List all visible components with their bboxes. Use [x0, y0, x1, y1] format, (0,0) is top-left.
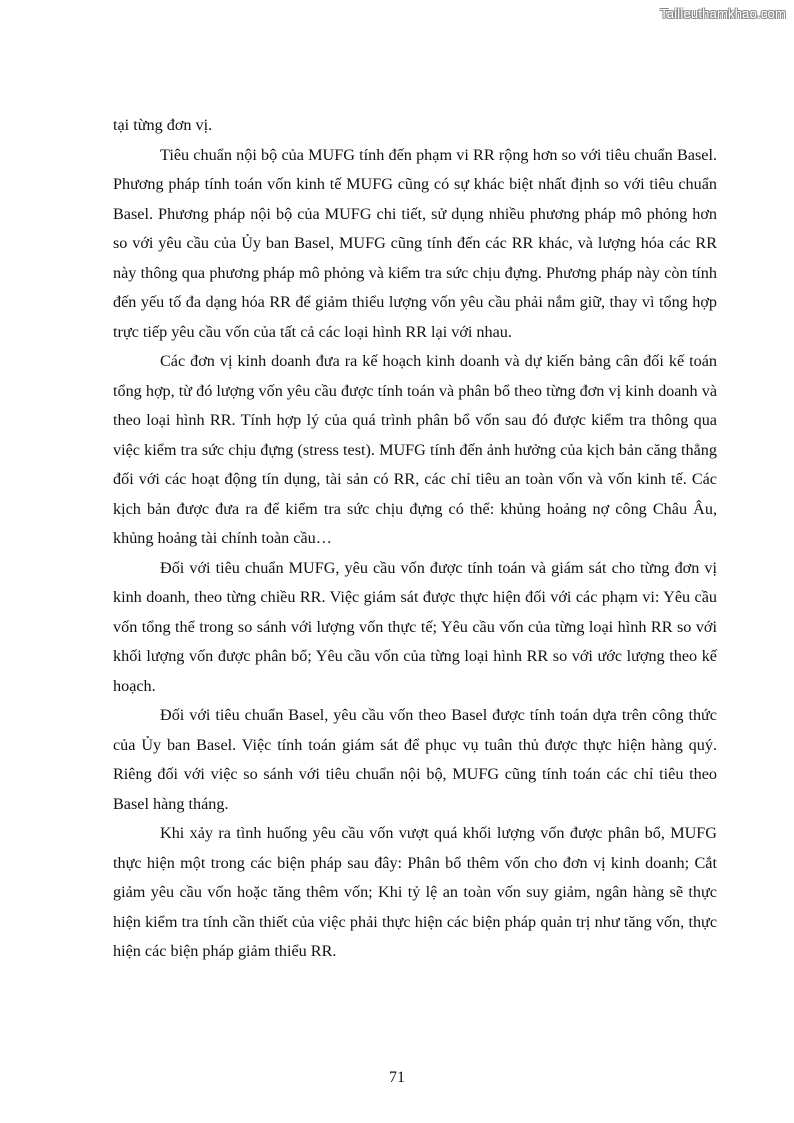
- paragraph-basel-standard: Đối với tiêu chuẩn Basel, yêu cầu vốn theo Basel được tính toán dựa trên công thức của Ủy ban Basel. Việc tính toán giám sát để phục vụ tuân thủ được thực hiện hàng quý. Riêng đối với việc so sánh với tiêu chuẩn nội bộ, MUFG cũng tính toán các chỉ tiêu theo Basel hàng tháng.: [113, 706, 717, 813]
- paragraph-capital-measures: Khi xảy ra tình huống yêu cầu vốn vượt quá khối lượng vốn được phân bổ, MUFG thực hiện một trong các biện pháp sau đây: Phân bổ thêm vốn cho đơn vị kinh doanh; Cắt giảm yêu cầu vốn hoặc tăng thêm vốn; Khi tỷ lệ an toàn vốn suy giảm, ngân hàng sẽ thực hiện kiểm tra tính cần thiết của việc phải thực hiện các biện pháp quản trị như tăng vốn, thực hiện các biện pháp giảm thiểu RR.: [113, 824, 717, 960]
- document-body: [113, 111, 717, 967]
- paragraph-business-units: Các đơn vị kinh doanh đưa ra kế hoạch kinh doanh và dự kiến bảng cân đối kế toán tổng hợp, từ đó lượng vốn yêu cầu được tính toán và phân bổ theo từng đơn vị kinh doanh và theo loại hình RR. Tính hợp lý của quá trình phân bổ vốn sau đó được kiểm tra thông qua việc kiểm tra sức chịu đựng (stress test). MUFG tính đến ảnh hưởng của kịch bản căng thẳng đối với các hoạt động tín dụng, tài sản có RR, các chỉ tiêu an toàn vốn và vốn kinh tế. Các kịch bản được đưa ra để kiểm tra sức chịu đựng có thể: khủng hoảng nợ công Châu Âu, khủng hoảng tài chính toàn cầu…: [113, 352, 717, 547]
- paragraph-continuation: tại từng đơn vị.: [113, 116, 213, 134]
- watermark: Tailieuthamkhao.com: [660, 6, 786, 21]
- page-number: 71: [389, 1069, 405, 1086]
- paragraph-internal-standard: Tiêu chuẩn nội bộ của MUFG tính đến phạm vi RR rộng hơn so với tiêu chuẩn Basel. Phương pháp tính toán vốn kinh tế MUFG cũng có sự khác biệt nhất định so với tiêu chuẩn Basel. Phương pháp nội bộ của MUFG chi tiết, sử dụng nhiều phương pháp mô phỏng hơn so với yêu cầu của Ủy ban Basel, MUFG cũng tính đến các RR khác, và lượng hóa các RR này thông qua phương pháp mô phỏng và kiểm tra sức chịu đựng. Phương pháp này còn tính đến yếu tố đa dạng hóa RR để giảm thiểu lượng vốn yêu cầu phải nắm giữ, thay vì tổng hợp trực tiếp yêu cầu vốn của tất cả các loại hình RR lại với nhau.: [113, 145, 717, 341]
- paragraph-mufg-standard: Đối với tiêu chuẩn MUFG, yêu cầu vốn được tính toán và giám sát cho từng đơn vị kinh doanh, theo từng chiều RR. Việc giám sát được thực hiện đối với các phạm vi: Yêu cầu vốn tổng thể trong so sánh với lượng vốn thực tế; Yêu cầu vốn của từng loại hình RR so với khối lượng vốn được phân bổ; Yêu cầu vốn của từng loại hình RR so với ước lượng theo kế hoạch.: [113, 558, 717, 695]
